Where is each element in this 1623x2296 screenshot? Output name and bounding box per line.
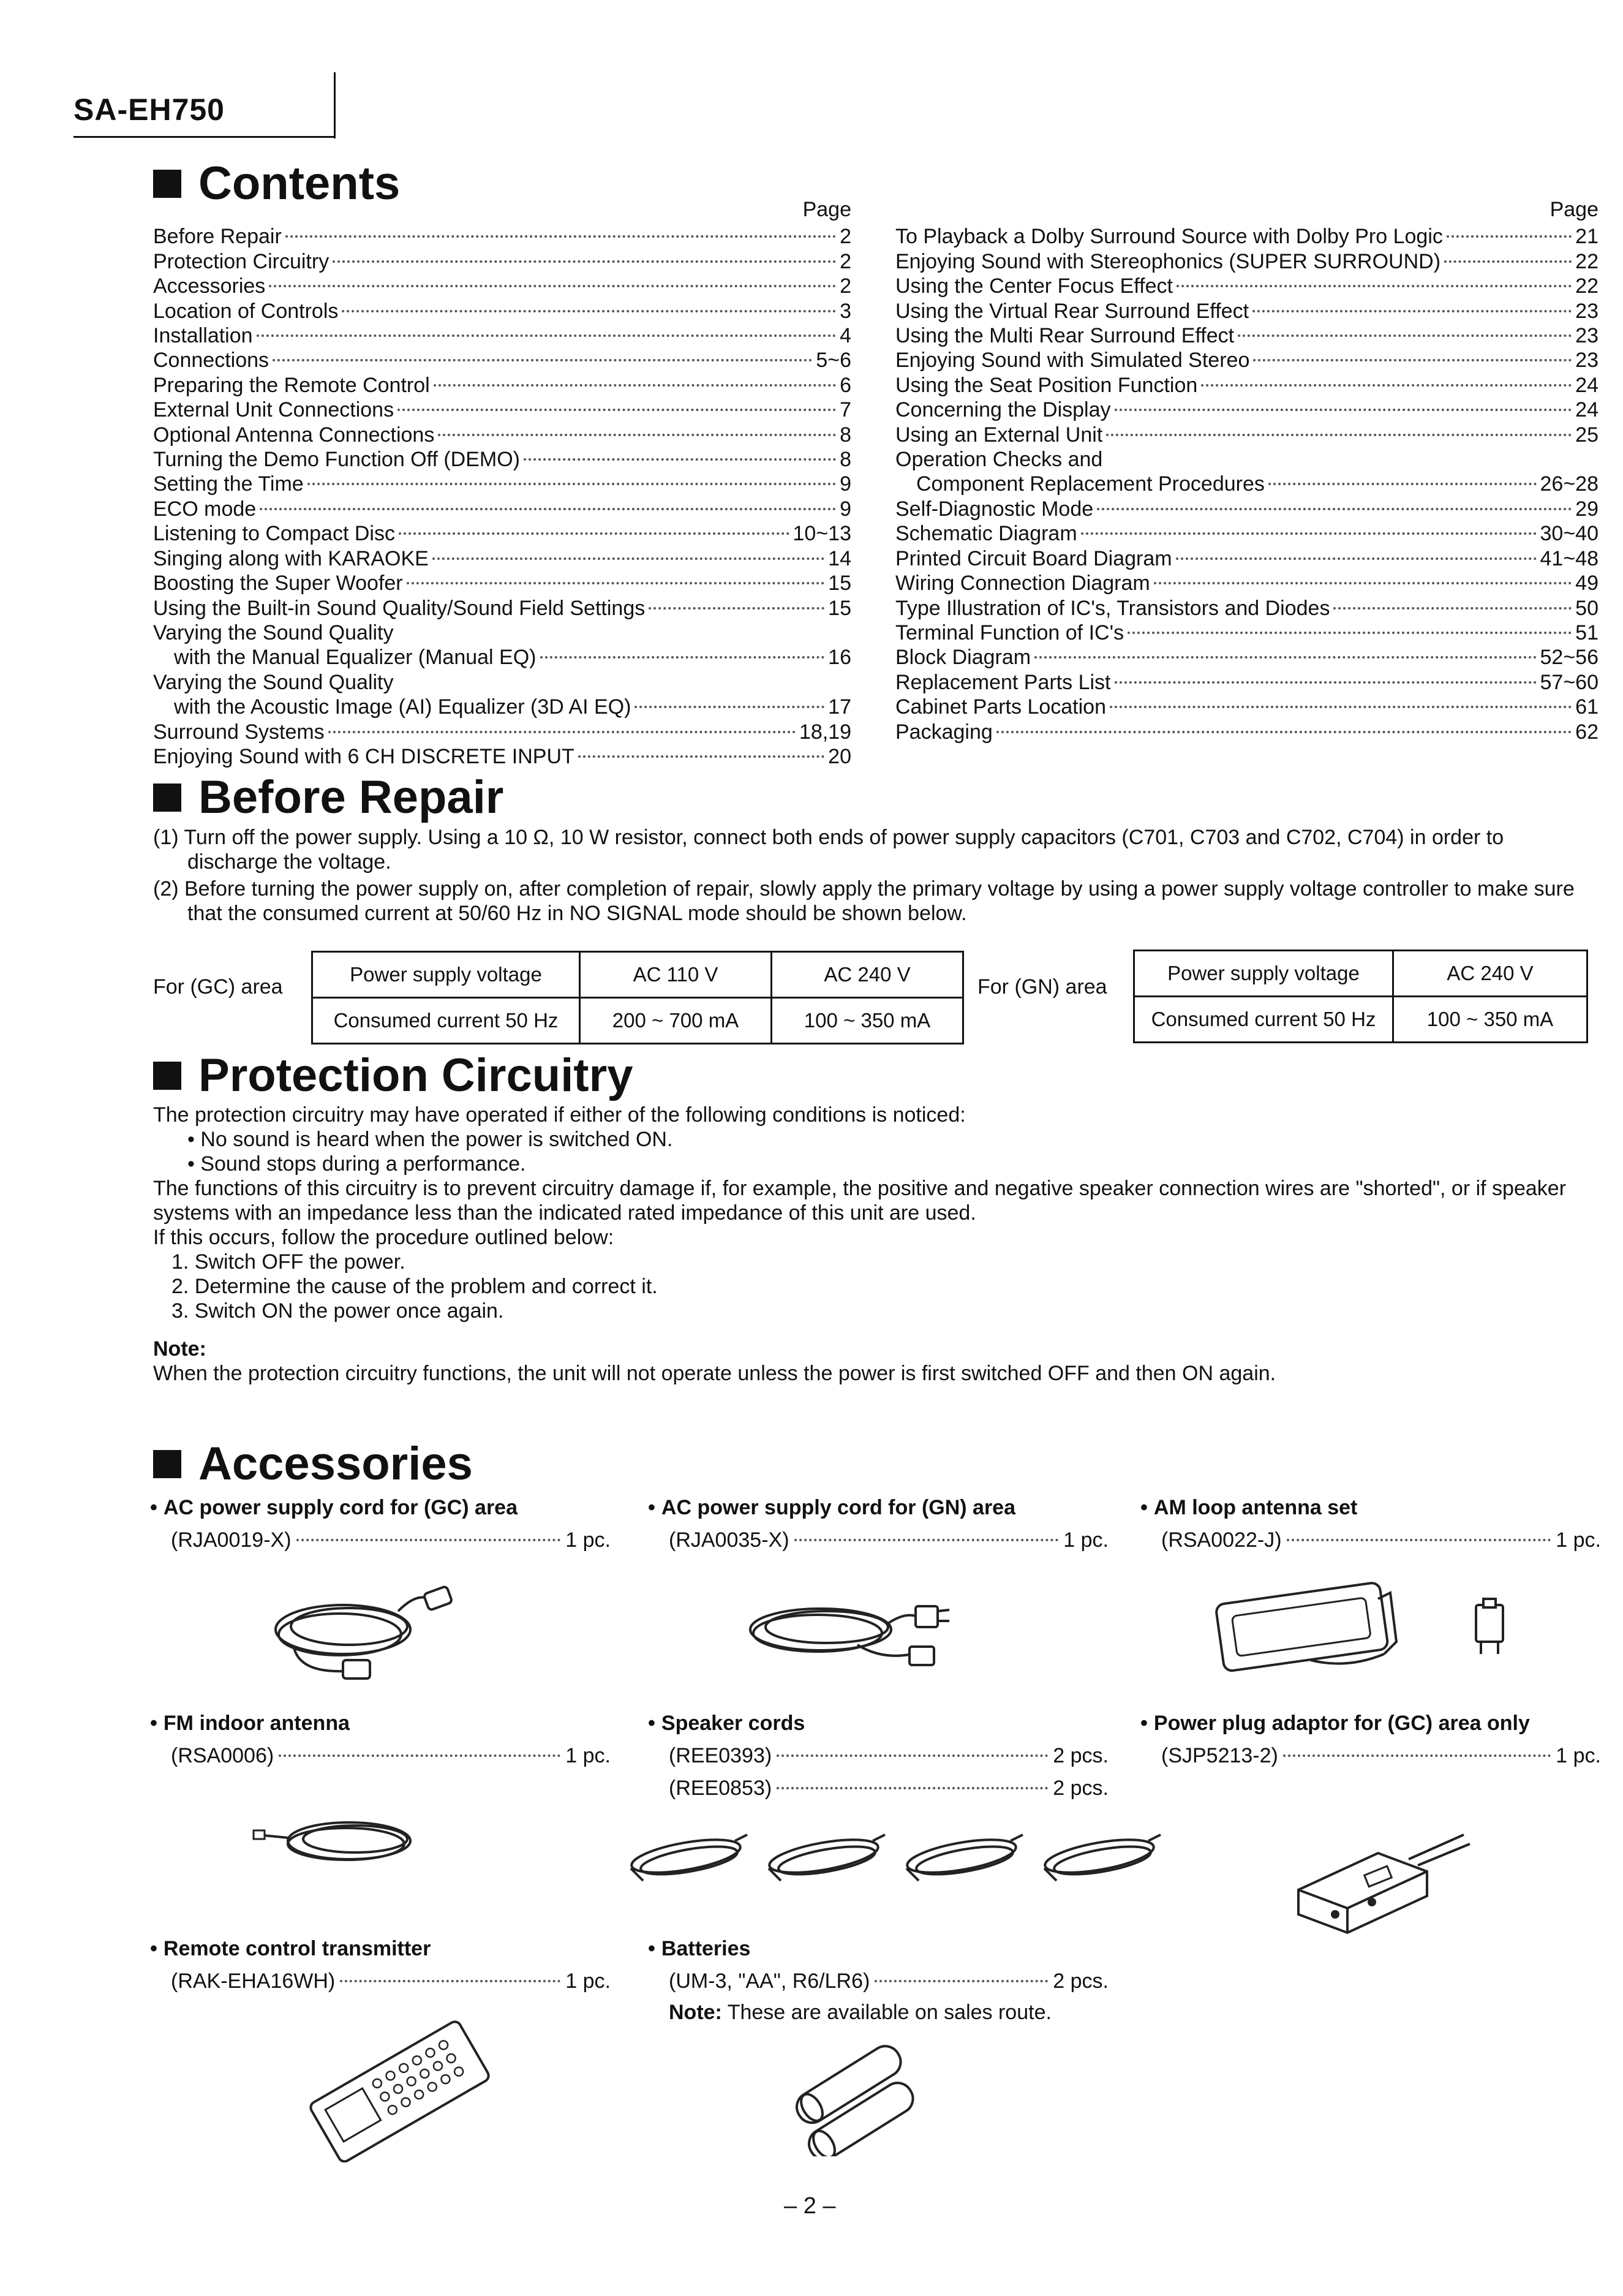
toc-entry-page: 22 <box>1575 249 1599 273</box>
toc-entry-title: Packaging <box>895 720 993 744</box>
protection-heading <box>153 1049 633 1102</box>
before-repair-steps <box>153 825 1599 926</box>
toc-entry <box>895 274 1599 298</box>
toc-entry-page: 15 <box>828 596 851 620</box>
accessory-part <box>648 1528 1109 1552</box>
toc-entry <box>153 695 851 719</box>
toc-entry-page: 2 <box>840 249 851 273</box>
repair-step: (2) Before turning the power supply on, after completion of repair, slowly apply the primary voltage by using a power supply voltage controller to make sure that the consumed current at 50/60 Hz in NO SIGNAL mode should be shown below. <box>153 877 1575 925</box>
accessory-name: • AC power supply cord for (GN) area <box>648 1496 1109 1520</box>
accessory-part <box>150 1969 611 1993</box>
accessory-item <box>648 1712 1109 1800</box>
toc-entry-page: 10~13 <box>793 522 851 546</box>
toc-entry <box>153 447 851 472</box>
accessory-name: • Speaker cords <box>648 1712 1109 1735</box>
toc-entry <box>895 249 1599 274</box>
protection-follow: If this occurs, follow the procedure outlined below: <box>153 1226 614 1249</box>
toc-entry-page: 49 <box>1575 572 1599 595</box>
toc-entry-title: Type Illustration of IC's, Transistors and Diodes <box>895 596 1330 620</box>
toc-entry-title: Boosting the Super Woofer <box>153 572 403 595</box>
toc-entry <box>153 744 851 769</box>
toc-entry-title: Replacement Parts List <box>895 670 1111 694</box>
toc-entry-page: 57~60 <box>1540 670 1599 694</box>
part-qty: 2 pcs. <box>1053 1777 1109 1800</box>
toc-entry <box>153 274 851 298</box>
toc-entry-page: 24 <box>1575 398 1599 422</box>
gn-spec-table <box>1133 950 1588 1043</box>
accessory-part <box>150 1744 611 1768</box>
toc-entry-page: 23 <box>1575 324 1599 348</box>
part-qty: 2 pcs. <box>1053 1969 1109 1993</box>
toc-entry-title: Listening to Compact Disc <box>153 522 395 546</box>
toc-entry-page: 9 <box>840 497 851 521</box>
toc-entry-page: 51 <box>1575 621 1599 644</box>
toc-entry-page: 16 <box>828 646 851 670</box>
before-repair-title: Before Repair <box>198 771 504 823</box>
part-code: (RJA0035-X) <box>669 1528 789 1552</box>
toc-entry-page: 50 <box>1575 596 1599 620</box>
accessory-item <box>1140 1712 1601 1768</box>
page-number: – 2 – <box>784 2193 836 2219</box>
speaker-cords-illustration <box>619 1822 1170 1896</box>
toc-entry-title: Operation Checks and <box>895 448 1103 472</box>
accessory-part <box>648 1777 1109 1800</box>
toc-entry-title: Enjoying Sound with Stereophonics (SUPER SURROUND) <box>895 249 1441 273</box>
toc-entry-page: 29 <box>1575 497 1599 521</box>
protection-intro: The protection circuitry may have operated if either of the following conditions is noticed: <box>153 1103 966 1127</box>
toc-entry-page: 2 <box>840 274 851 298</box>
toc-right-column <box>895 197 1599 744</box>
toc-entry-page: 14 <box>828 546 851 570</box>
toc-left-column <box>153 197 851 769</box>
toc-entry-title: Singing along with KARAOKE <box>153 546 429 570</box>
toc-entry-title: Using the Seat Position Function <box>895 373 1198 397</box>
ac-cord-gn-illustration <box>735 1574 955 1685</box>
accessory-name: • Batteries <box>648 1937 1109 1961</box>
accessory-part <box>648 1969 1109 1993</box>
protection-step: 1. Switch OFF the power. <box>171 1250 405 1274</box>
accessory-name: • FM indoor antenna <box>150 1712 611 1735</box>
note-text: These are available on sales route. <box>721 2001 1052 2024</box>
toc-entry <box>895 299 1599 323</box>
toc-entry <box>153 497 851 521</box>
toc-entry <box>895 521 1599 546</box>
toc-entry <box>895 323 1599 348</box>
toc-entry <box>153 398 851 422</box>
toc-entry-title: Before Repair <box>153 225 282 249</box>
toc-entry-page: 26~28 <box>1540 472 1599 496</box>
toc-entry <box>153 720 851 744</box>
fm-antenna-illustration <box>251 1801 435 1881</box>
toc-entry-page: 20 <box>828 744 851 768</box>
table-cell: 100 ~ 350 mA <box>772 998 963 1044</box>
am-loop-antenna-illustration <box>1213 1568 1543 1685</box>
toc-entry-title: Schematic Diagram <box>895 522 1077 546</box>
toc-entry-title: Component Replacement Procedures <box>916 472 1265 496</box>
toc-entry <box>895 645 1599 670</box>
toc-entry-title: Cabinet Parts Location <box>895 695 1106 719</box>
accessory-item <box>150 1712 611 1768</box>
toc-entry-title: Installation <box>153 324 253 348</box>
toc-entry <box>153 521 851 546</box>
toc-entry <box>895 373 1599 398</box>
toc-entry-page: 15 <box>828 572 851 595</box>
model-number: SA-EH750 <box>73 93 225 127</box>
toc-entry-title: Connections <box>153 349 269 372</box>
toc-entry-page: 52~56 <box>1540 646 1599 670</box>
accessory-item <box>648 1496 1109 1552</box>
accessory-name: • AC power supply cord for (GC) area <box>150 1496 611 1520</box>
accessory-part <box>1140 1528 1601 1552</box>
toc-entry-title: Setting the Time <box>153 472 304 496</box>
table-cell: Consumed current 50 Hz <box>1134 997 1393 1043</box>
protection-note: When the protection circuitry functions, the unit will not operate unless the power is first switched OFF and then ON again. <box>153 1362 1276 1385</box>
toc-entry-title: Optional Antenna Connections <box>153 423 435 447</box>
part-code: (REE0853) <box>669 1777 772 1800</box>
toc-entry-title: Block Diagram <box>895 646 1031 670</box>
section-bullet-icon <box>153 1062 181 1090</box>
toc-entry-title: Varying the Sound Quality <box>153 670 394 694</box>
toc-entry-page: 8 <box>840 423 851 447</box>
toc-entry-title: Terminal Function of IC's <box>895 621 1124 644</box>
part-code: (UM-3, "AA", R6/LR6) <box>669 1969 870 1993</box>
part-qty: 1 pc. <box>1063 1528 1109 1552</box>
accessory-part <box>648 1744 1109 1768</box>
toc-entry <box>153 323 851 348</box>
toc-entry <box>895 695 1599 719</box>
protection-step: 2. Determine the cause of the problem and correct it. <box>171 1275 658 1298</box>
header-underline <box>73 136 336 138</box>
toc-entry <box>895 423 1599 447</box>
table-row <box>312 998 963 1044</box>
toc-entry-page: 30~40 <box>1540 522 1599 546</box>
toc-entry <box>895 546 1599 571</box>
toc-entry <box>153 596 851 621</box>
toc-entry-page: 5~6 <box>816 349 851 372</box>
toc-entry <box>895 447 1599 472</box>
toc-entry <box>153 621 851 645</box>
toc-entry-page: 21 <box>1575 225 1599 249</box>
part-code: (SJP5213-2) <box>1161 1744 1278 1767</box>
toc-entry-title: Protection Circuitry <box>153 249 329 273</box>
ac-cord-gc-illustration <box>257 1568 465 1685</box>
part-code: (RJA0019-X) <box>171 1528 292 1552</box>
table-cell: AC 110 V <box>580 952 772 998</box>
part-qty: 1 pc. <box>565 1744 611 1767</box>
toc-entry-page: 7 <box>840 398 851 422</box>
accessory-item <box>648 1937 1109 2025</box>
part-code: (RSA0006) <box>171 1744 274 1767</box>
part-qty: 2 pcs. <box>1053 1744 1109 1767</box>
toc-entry <box>895 571 1599 595</box>
toc-page-label: Page <box>802 198 851 221</box>
toc-entry-page: 23 <box>1575 299 1599 323</box>
table-cell: AC 240 V <box>772 952 963 998</box>
header-divider <box>334 72 336 138</box>
protection-title: Protection Circuitry <box>198 1049 633 1101</box>
toc-entry <box>153 373 851 398</box>
section-bullet-icon <box>153 1450 181 1478</box>
toc-entry <box>895 596 1599 621</box>
toc-page-label: Page <box>1550 198 1599 221</box>
toc-entry <box>153 571 851 595</box>
toc-entry <box>895 472 1599 496</box>
toc-entry-page: 62 <box>1575 720 1599 744</box>
toc-entry-title: Using the Center Focus Effect <box>895 274 1173 298</box>
toc-entry <box>895 224 1599 249</box>
toc-entry <box>153 645 851 670</box>
repair-step: (1) Turn off the power supply. Using a 10 Ω, 10 W resistor, connect both ends of power supply capacitors (C701, C703 and C702, C704) in order to discharge the voltage. <box>153 826 1504 874</box>
toc-entry-page: 61 <box>1575 695 1599 719</box>
toc-entry <box>895 720 1599 744</box>
protection-bullet: • No sound is heard when the power is switched ON. <box>187 1128 673 1151</box>
contents-title: Contents <box>198 157 401 210</box>
section-bullet-icon <box>153 170 181 198</box>
accessory-item <box>1140 1496 1601 1552</box>
toc-entry-page: 3 <box>840 299 851 323</box>
part-qty: 1 pc. <box>565 1969 611 1993</box>
toc-entry-page: 8 <box>840 448 851 472</box>
toc-entry <box>895 670 1599 695</box>
remote-control-illustration <box>300 2015 496 2162</box>
toc-entry-title: ECO mode <box>153 497 257 521</box>
batteries-note <box>648 2001 1109 2025</box>
table-row <box>1134 951 1587 997</box>
part-qty: 1 pc. <box>1556 1528 1601 1552</box>
table-cell: 200 ~ 700 mA <box>580 998 772 1044</box>
accessories-title: Accessories <box>198 1438 473 1490</box>
toc-entry-page: 6 <box>840 373 851 397</box>
toc-entry-title: Concerning the Display <box>895 398 1111 422</box>
table-row <box>312 952 963 998</box>
toc-entry <box>895 348 1599 372</box>
accessory-item <box>150 1937 611 1993</box>
toc-entry-page: 23 <box>1575 349 1599 372</box>
before-repair-heading <box>153 771 503 824</box>
gc-spec-table <box>311 951 964 1044</box>
toc-entry-title: Enjoying Sound with Simulated Stereo <box>895 349 1250 372</box>
toc-entry <box>153 546 851 571</box>
toc-entry-title: Printed Circuit Board Diagram <box>895 546 1172 570</box>
gc-area-label: For (GC) area <box>153 975 283 999</box>
accessory-part <box>1140 1744 1601 1768</box>
table-row <box>1134 997 1587 1043</box>
toc-entry-title: with the Manual Equalizer (Manual EQ) <box>174 646 537 670</box>
table-cell: AC 240 V <box>1393 951 1587 997</box>
note-label: Note: <box>153 1337 206 1361</box>
part-qty: 1 pc. <box>565 1528 611 1552</box>
toc-entry-title: Self-Diagnostic Mode <box>895 497 1094 521</box>
toc-entry-title: Turning the Demo Function Off (DEMO) <box>153 448 520 472</box>
table-cell: Power supply voltage <box>312 952 580 998</box>
toc-entry <box>895 497 1599 521</box>
toc-entry <box>153 423 851 447</box>
accessory-part <box>150 1528 611 1552</box>
protection-paragraph: The functions of this circuitry is to prevent circuitry damage if, for example, the positive and negative speaker connection wires are "shorted", or if speaker systems with an impedance less than the indicated rated impedance of this unit are used. <box>153 1177 1567 1225</box>
toc-entry-page: 2 <box>840 225 851 249</box>
toc-entry <box>153 472 851 496</box>
toc-entry-page: 18,19 <box>799 720 851 744</box>
section-bullet-icon <box>153 784 181 812</box>
accessories-heading <box>153 1437 473 1490</box>
table-cell: Consumed current 50 Hz <box>312 998 580 1044</box>
toc-entry <box>895 621 1599 645</box>
table-cell: Power supply voltage <box>1134 951 1393 997</box>
accessory-name: • Remote control transmitter <box>150 1937 611 1961</box>
gn-area-label: For (GN) area <box>977 975 1107 999</box>
batteries-illustration <box>778 2034 943 2156</box>
part-qty: 1 pc. <box>1556 1744 1601 1767</box>
protection-bullet: • Sound stops during a performance. <box>187 1152 526 1176</box>
power-plug-adaptor-illustration <box>1286 1816 1482 1939</box>
toc-entry-title: Enjoying Sound with 6 CH DISCRETE INPUT <box>153 744 574 768</box>
toc-entry-page: 4 <box>840 324 851 348</box>
toc-entry-title: To Playback a Dolby Surround Source with Dolby Pro Logic <box>895 225 1443 249</box>
note-label: Note: <box>669 2001 722 2024</box>
toc-entry <box>153 299 851 323</box>
toc-entry-title: Wiring Connection Diagram <box>895 572 1150 595</box>
part-code: (RAK-EHA16WH) <box>171 1969 336 1993</box>
toc-entry <box>153 348 851 372</box>
part-code: (RSA0022-J) <box>1161 1528 1282 1552</box>
accessory-item <box>150 1496 611 1552</box>
toc-entry-title: Using the Virtual Rear Surround Effect <box>895 299 1249 323</box>
toc-entry <box>895 398 1599 422</box>
toc-entry-title: with the Acoustic Image (AI) Equalizer (3D AI EQ) <box>174 695 631 719</box>
toc-entry-title: Varying the Sound Quality <box>153 621 394 644</box>
part-code: (REE0393) <box>669 1744 772 1767</box>
toc-entry-title: External Unit Connections <box>153 398 394 422</box>
toc-entry-title: Using the Built-in Sound Quality/Sound Field Settings <box>153 596 646 620</box>
toc-entry-title: Preparing the Remote Control <box>153 373 430 397</box>
toc-entry-page: 24 <box>1575 373 1599 397</box>
toc-entry-title: Using an External Unit <box>895 423 1103 447</box>
table-cell: 100 ~ 350 mA <box>1393 997 1587 1043</box>
toc-entry-title: Surround Systems <box>153 720 325 744</box>
toc-entry-title: Location of Controls <box>153 299 339 323</box>
protection-body <box>153 1103 1599 1386</box>
toc-entry <box>153 249 851 274</box>
accessory-name: • AM loop antenna set <box>1140 1496 1601 1520</box>
toc-entry-page: 17 <box>828 695 851 719</box>
toc-entry-page: 25 <box>1575 423 1599 447</box>
protection-step: 3. Switch ON the power once again. <box>171 1299 504 1323</box>
toc-entry-page: 41~48 <box>1540 546 1599 570</box>
toc-entry-page: 22 <box>1575 274 1599 298</box>
toc-entry <box>153 670 851 695</box>
toc-entry <box>153 224 851 249</box>
toc-entry-title: Using the Multi Rear Surround Effect <box>895 324 1235 348</box>
accessory-name: • Power plug adaptor for (GC) area only <box>1140 1712 1601 1735</box>
toc-entry-page: 9 <box>840 472 851 496</box>
toc-entry-title: Accessories <box>153 274 266 298</box>
